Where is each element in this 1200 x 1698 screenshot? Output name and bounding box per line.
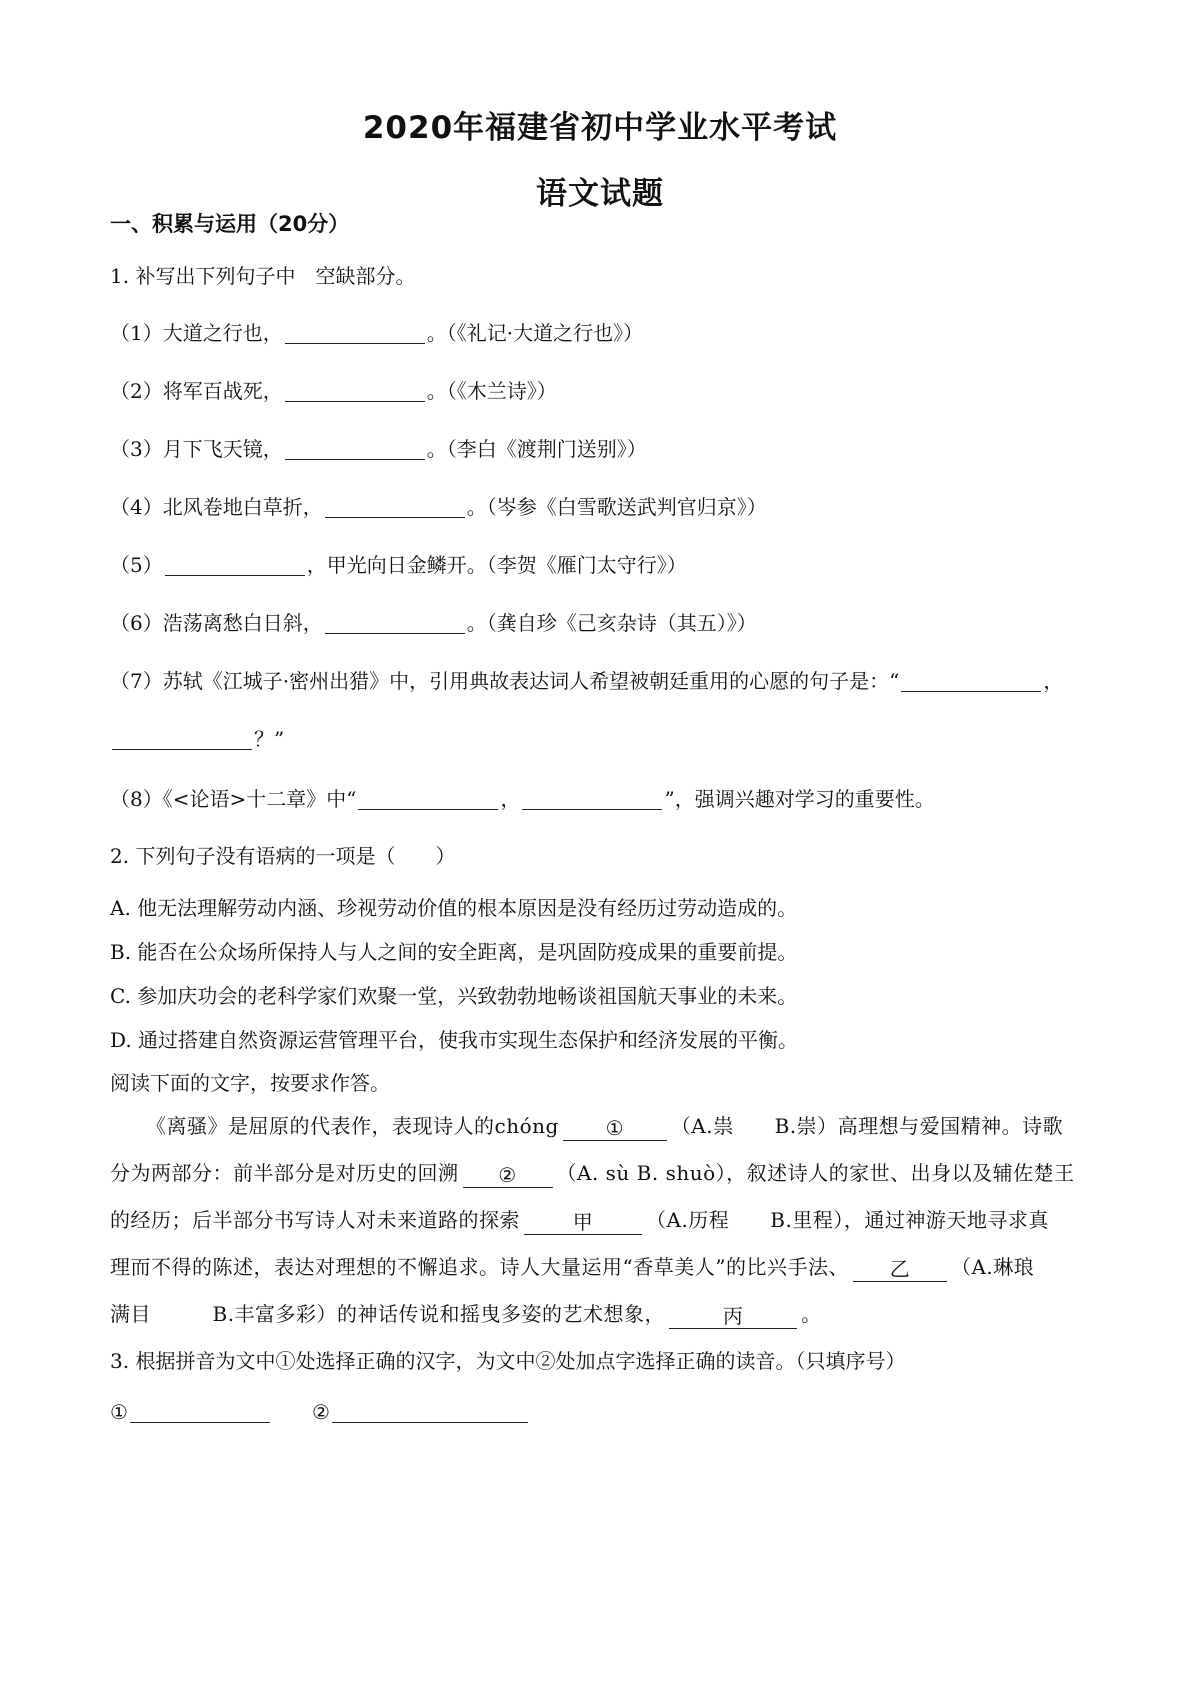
q1-item-2 [110,377,557,405]
answer-blank[interactable] [325,497,465,518]
q1-item-5 [110,551,687,579]
passage-text: 《离骚》是屈原的代表作，表现诗人的chóng [146,1114,559,1138]
q1-item-7 [110,667,1063,695]
item-source: ，甲光向日金鳞开。（李贺《雁门太守行》） [306,553,687,577]
item-source: 。（《木兰诗》） [426,379,557,403]
passage-line-5 [110,1300,822,1329]
passage-blank-4[interactable]: 乙 [853,1257,947,1282]
passage-text: 分为两部分：前半部分是对历史的回溯 [110,1161,459,1185]
item-text: （8）《<论语>十二章》中“ [110,787,357,811]
passage-blank-5[interactable]: 丙 [669,1304,797,1329]
passage-blank-1[interactable]: ① [563,1116,667,1141]
answer-blank[interactable] [901,671,1041,692]
item-source: 。（《礼记·大道之行也》） [426,321,644,345]
q1-item-3 [110,435,647,463]
item-source: 。（李白《渡荆门送别》） [426,437,647,461]
question-3-stem: 3. 根据拼音为文中①处选择正确的汉字，为文中②处加点字选择正确的读音。（只填序号） [110,1349,906,1373]
item-text: （7）苏轼《江城子·密州出猎》中，引用典故表达词人希望被朝廷重用的心愿的句子是：“ [110,669,900,693]
answer-blank[interactable] [358,789,498,810]
question-2-stem: 2. 下列句子没有语病的一项是（ ） [110,844,456,868]
answer-blank[interactable] [165,555,305,576]
page-title: 2020年福建省初中学业水平考试 [362,110,838,146]
answer-blank[interactable] [112,729,252,750]
answer-blank[interactable] [325,613,465,634]
q3-answers [110,1398,530,1426]
answer-blank[interactable] [332,1402,528,1423]
q1-item-4 [110,493,767,521]
q2-option-c[interactable]: C. 参加庆功会的老科学家们欢聚一堂，兴致勃勃地畅谈祖国航天事业的未来。 [110,984,798,1008]
q1-item-8 [110,785,935,813]
question-1-stem: 1. 补写出下列句子中 空缺部分。 [110,264,416,288]
passage-line-2 [110,1159,1075,1188]
q2-option-d[interactable]: D. 通过搭建自然资源运营管理平台，使我市实现生态保护和经济发展的平衡。 [110,1028,799,1052]
passage-text: （A.琳琅 [950,1255,1035,1279]
passage-blank-3[interactable]: 甲 [524,1210,642,1235]
item-source: 。（岑参《白雪歌送武判官归京》） [466,495,767,519]
item-end: ？” [254,727,285,751]
reading-instruction: 阅读下面的文字，按要求作答。 [110,1071,390,1095]
passage-text: （A. sù B. shuò），叙述诗人的家世、出身以及辅佐楚王 [556,1161,1075,1185]
answer-blank[interactable] [522,789,662,810]
item-text: （1）大道之行也， [110,321,283,345]
item-text: （4）北风卷地白草折， [110,495,323,519]
q2-option-a[interactable]: A. 他无法理解劳动内涵、珍视劳动价值的根本原因是没有经历过劳动造成的。 [110,896,798,920]
answer-blank[interactable] [285,439,425,460]
passage-line-3 [110,1206,1049,1235]
passage-line-4 [110,1253,1034,1282]
passage-line-1 [146,1112,1063,1141]
passage-text: 的经历；后半部分书写诗人对未来道路的探索 [110,1208,520,1232]
q1-item-1 [110,319,643,347]
item-source: ”，强调兴趣对学习的重要性。 [664,787,935,811]
passage-text: （A.历程 B.里程），通过神游天地寻求真 [646,1208,1049,1232]
item-text: （2）将军百战死， [110,379,283,403]
item-separator: ， [500,787,521,811]
item-text: （5） [110,553,163,577]
q1-item-7-cont [110,725,284,753]
item-separator: ， [1043,669,1064,693]
answer-label-2: ② [311,1400,330,1424]
answer-blank[interactable] [285,323,425,344]
answer-blank[interactable] [130,1402,270,1423]
answer-label-1: ① [110,1400,128,1424]
passage-text: 满目 B.丰富多彩）的神话传说和摇曳多姿的艺术想象， [110,1302,666,1326]
passage-blank-2[interactable]: ② [463,1163,553,1188]
passage-text: 。 [801,1302,822,1326]
passage-text: （A.祟 B.崇）高理想与爱国精神。诗歌 [670,1114,1064,1138]
q2-option-b[interactable]: B. 能否在公众场所保持人与人之间的安全距离，是巩固防疫成果的重要前提。 [110,940,798,964]
section-heading: 一、积累与运用（20分） [110,212,350,236]
answer-blank[interactable] [285,381,425,402]
item-text: （3）月下飞天镜， [110,437,283,461]
item-source: 。（龚自珍《己亥杂诗（其五）》） [466,611,757,635]
passage-text: 理而不得的陈述，表达对理想的不懈追求。诗人大量运用“香草美人”的比兴手法、 [110,1255,849,1279]
page-subtitle: 语文试题 [536,176,664,212]
item-text: （6）浩荡离愁白日斜， [110,611,323,635]
q1-item-6 [110,609,757,637]
